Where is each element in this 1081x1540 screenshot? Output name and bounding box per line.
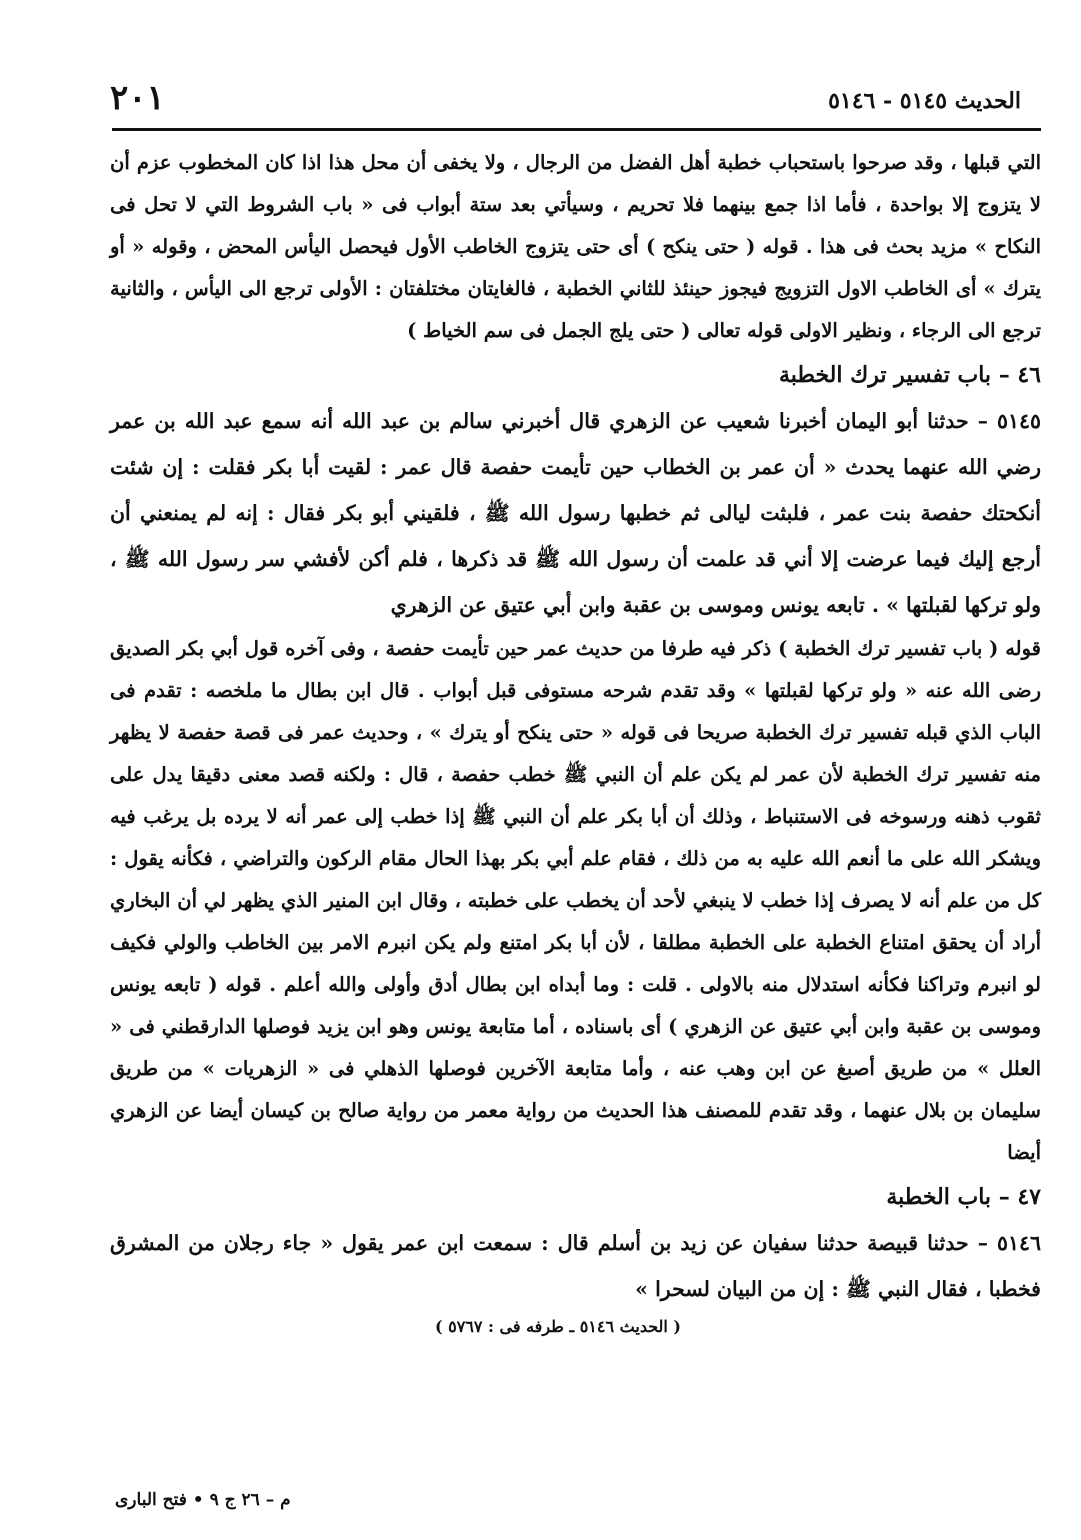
chapter-heading-47: ٤٧ – باب الخطبة	[886, 1184, 1041, 1210]
main-text	[110, 142, 1041, 1342]
top-paragraph: التي قبلها ، وقد صرحوا باستحباب خطبة أهل الفضل من الرجال ، ولا يخفى أن محل هذا اذا كان المخطوب عزم أن لا يتزوج إلا بواحدة ، فأما اذا جمع بينهما فلا تحريم ، وسيأتي بعد ستة أبواب فى « باب الشروط التي لا تحل فى النكاح » مزيد بحث فى هذا . قوله ( حتى ينكح ) أى حتى يتزوج الخاطب الأول فيحصل اليأس المحض ، وقوله « أو يترك » أى الخاطب الاول التزويج فيجوز حينئذ للثاني الخطبة ، فالغايتان مختلفتان : الأولى ترجع الى اليأس ، والثانية ترجع الى الرجاء ، ونظير الاولى قوله تعالى ( حتى يلج الجمل فى سم الخياط )	[110, 151, 1041, 342]
chapter-heading-46: ٤٦ – باب تفسير ترك الخطبة	[778, 362, 1041, 388]
footer-signature: م – ٢٦ ج ٩ • فتح البارى	[115, 1490, 291, 1510]
cross-reference-note: ( الحديث ٥١٤٦ ـ طرفه فى : ٥٧٦٧ )	[434, 1317, 681, 1336]
hadith-5146-number: ٥١٤٦ –	[977, 1231, 1042, 1255]
page-header	[110, 78, 1041, 126]
header-rule	[112, 128, 1041, 131]
page-number: ٢٠١	[110, 78, 165, 118]
hadith-5145-text: حدثنا أبو اليمان أخبرنا شعيب عن الزهري قال أخبرني سالم بن عبد الله أنه سمع عبد الله بن عمر رضي الله عنهما يحدث « أن عمر بن الخطاب حين تأيمت حفصة قال عمر : لقيت أبا بكر فقلت : إن شئت أنكحتك حفصة بنت عمر ، فلبثت ليالى ثم خطبها رسول الله ﷺ ، فلقيني أبو بكر فقال : إنه لم يمنعني أن أرجع إليك فيما عرضت إلا أني قد علمت أن رسول الله ﷺ قد ذكرها ، فلم أكن لأفشي سر رسول الله ﷺ ، ولو تركها لقبلتها » . تابعه يونس وموسى بن عقبة وابن أبي عتيق عن الزهري	[110, 409, 1041, 617]
hadith-5145	[110, 398, 1041, 628]
hadith-5146	[110, 1220, 1041, 1312]
running-head: الحديث ٥١٤٥ - ٥١٤٦	[828, 88, 1021, 114]
commentary-5145: قوله ( باب تفسير ترك الخطبة ) ذكر فيه طرفا من حديث عمر حين تأيمت حفصة ، وفى آخره قول أبي بكر الصديق رضى الله عنه « ولو تركها لقبلتها » وقد تقدم شرحه مستوفى قبل أبواب . قال ابن بطال ما ملخصه : تقدم فى الباب الذي قبله تفسير ترك الخطبة صريحا فى قوله « حتى ينكح أو يترك » ، وحديث عمر فى قصة حفصة لا يظهر منه تفسير ترك الخطبة لأن عمر لم يكن علم أن النبي ﷺ خطب حفصة ، قال : ولكنه قصد معنى دقيقا يدل على ثقوب ذهنه ورسوخه فى الاستنباط ، وذلك أن أبا بكر علم أن النبي ﷺ إذا خطب إلى عمر أنه لا يرده بل يرغب فيه ويشكر الله على ما أنعم الله عليه به من ذلك ، فقام علم أبي بكر بهذا الحال مقام الركون والتراضي ، فكأنه يقول : كل من علم أنه لا يصرف إذا خطب لا ينبغي لأحد أن يخطب على خطبته ، وقال ابن المنير الذي يظهر لي أن البخاري أراد أن يحقق امتناع الخطبة على الخطبة مطلقا ، لأن أبا بكر امتنع ولم يكن انبرم الامر بين الخاطب والولي فكيف لو انبرم وتراكنا فكأنه استدلال منه بالاولى . قلت : وما أبداه ابن بطال أدق وأولى والله أعلم . قوله ( تابعه يونس وموسى بن عقبة وابن أبي عتيق عن الزهري ) أى باسناده ، أما متابعة يونس وهو ابن يزيد فوصلها الدارقطني فى « العلل » من طريق أصبغ عن ابن وهب عنه ، وأما متابعة الآخرين فوصلها الذهلي فى « الزهريات » من طريق سليمان بن بلال عنهما ، وقد تقدم للمصنف هذا الحديث من رواية معمر من رواية صالح بن كيسان أيضا عن الزهري أيضا	[110, 637, 1041, 1164]
hadith-5146-text: حدثنا قبيصة حدثنا سفيان عن زيد بن أسلم قال : سمعت ابن عمر يقول « جاء رجلان من المشرق فخطبا ، فقال النبي ﷺ : إن من البيان لسحرا »	[110, 1231, 1041, 1301]
hadith-5145-number: ٥١٤٥ –	[977, 409, 1042, 433]
